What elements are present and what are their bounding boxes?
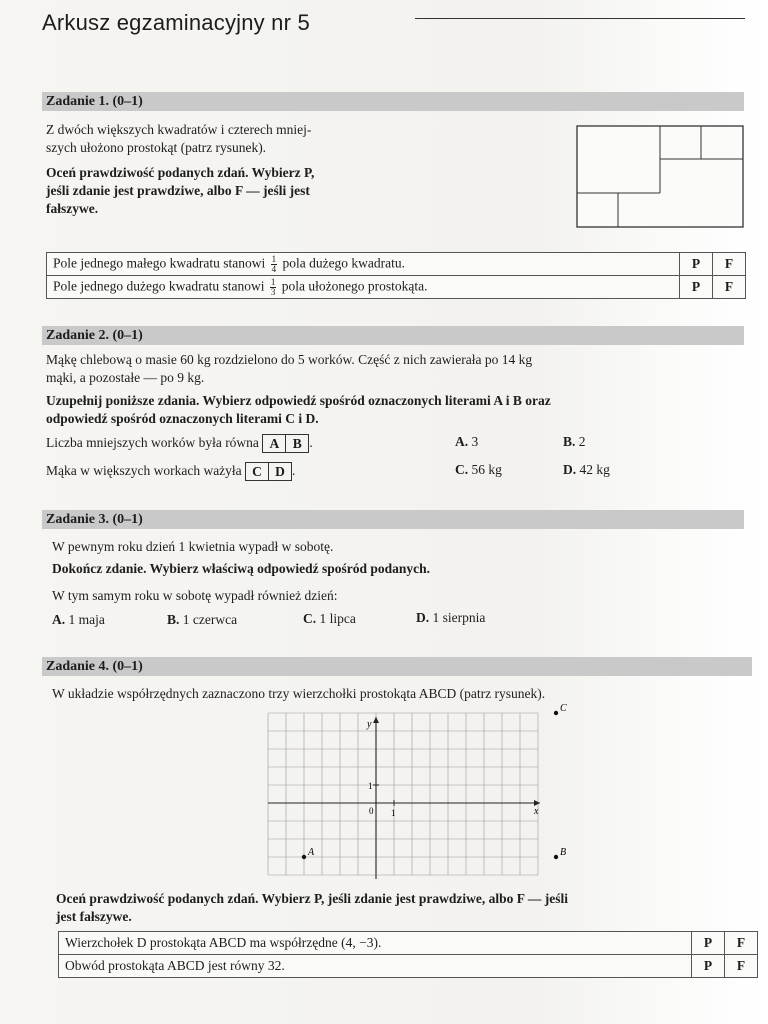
task2-instr-2: odpowiedź spośród oznaczonych literami C i D. bbox=[46, 411, 319, 426]
task1-header: Zadanie 1. (0–1) bbox=[42, 92, 744, 111]
statement-cell: Obwód prostokąta ABCD jest równy 32. bbox=[59, 955, 692, 978]
fraction bbox=[271, 255, 278, 274]
task1-instr-2: jeśli zdanie jest prawdziwe, albo F — jeśli jest bbox=[46, 183, 310, 198]
table-row bbox=[47, 276, 746, 299]
statement-post: pola dużego kwadratu. bbox=[282, 255, 406, 271]
y-axis-label: y bbox=[367, 719, 372, 730]
statement-cell bbox=[47, 253, 680, 276]
option-value: 3 bbox=[471, 434, 479, 449]
choice-c[interactable]: C bbox=[252, 464, 262, 480]
period: . bbox=[309, 435, 313, 450]
x-unit-label: 1 bbox=[391, 808, 396, 818]
table-row bbox=[59, 955, 758, 978]
choice-box-ab[interactable] bbox=[262, 434, 309, 453]
answer-f[interactable]: F bbox=[725, 932, 758, 955]
option-letter: C. bbox=[455, 462, 469, 477]
option-letter: D. bbox=[563, 462, 577, 477]
statement-cell bbox=[47, 276, 680, 299]
fraction-denominator: 3 bbox=[270, 286, 276, 297]
choice-d[interactable]: D bbox=[268, 463, 291, 480]
coordinate-grid bbox=[268, 703, 567, 879]
task1-instr-3: fałszywe. bbox=[46, 201, 99, 216]
fraction-numerator: 1 bbox=[270, 276, 276, 287]
answer-p[interactable]: P bbox=[680, 253, 713, 276]
option-letter: C. bbox=[303, 611, 317, 626]
choice-a[interactable]: A bbox=[269, 436, 280, 452]
task4-instr-1: Oceń prawdziwość podanych zdań. Wybierz P, jeśli zdanie jest prawdziwe, albo F — jeśli bbox=[56, 891, 568, 906]
task1-table bbox=[46, 252, 746, 299]
task4-header: Zadanie 4. (0–1) bbox=[42, 657, 752, 676]
x-axis-label: x bbox=[534, 806, 539, 817]
task2-instr-1: Uzupełnij poniższe zdania. Wybierz odpowiedź spośród oznaczonych literami A i B oraz bbox=[46, 393, 551, 408]
task1-intro-2: szych ułożono prostokąt (patrz rysunek). bbox=[46, 140, 267, 155]
option-letter: D. bbox=[416, 610, 430, 625]
task3-option-d bbox=[416, 610, 485, 626]
fraction-denominator: 4 bbox=[271, 263, 277, 274]
task2-header: Zadanie 2. (0–1) bbox=[42, 326, 744, 345]
answer-f[interactable]: F bbox=[713, 276, 746, 299]
task2-intro-2: mąki, a pozostałe — po 9 kg. bbox=[46, 370, 205, 385]
task2-sentence-1 bbox=[46, 434, 313, 453]
task3-intro: W pewnym roku dzień 1 kwietnia wypadł w sobotę. bbox=[52, 539, 334, 554]
statement-pre: Pole jednego małego kwadratu stanowi bbox=[53, 255, 266, 271]
page-title: Arkusz egzaminacyjny nr 5 bbox=[42, 10, 310, 35]
choice-b[interactable]: B bbox=[285, 435, 308, 452]
option-value: 1 maja bbox=[68, 612, 105, 627]
answer-f[interactable]: F bbox=[713, 253, 746, 276]
task2-intro-1: Mąkę chlebową o masie 60 kg rozdzielono do 5 worków. Część z nich zawierała po 14 kg bbox=[46, 352, 533, 367]
option-letter: B. bbox=[167, 612, 180, 627]
point-c-label: C bbox=[560, 703, 567, 714]
point-a bbox=[302, 855, 306, 859]
task2-option-d bbox=[563, 462, 610, 478]
table-row bbox=[59, 932, 758, 955]
task4-table bbox=[58, 931, 758, 978]
period: . bbox=[292, 463, 296, 478]
option-letter: B. bbox=[563, 434, 576, 449]
task3-question: W tym samym roku w sobotę wypadł również dzień: bbox=[52, 588, 338, 603]
option-letter: A. bbox=[52, 612, 66, 627]
task4-instr-2: jest fałszywe. bbox=[56, 909, 132, 924]
sentence-text: Liczba mniejszych worków była równa bbox=[46, 435, 259, 450]
option-value: 42 kg bbox=[579, 462, 610, 477]
task4-intro: W układzie współrzędnych zaznaczono trzy wierzchołki prostokąta ABCD (patrz rysunek). bbox=[52, 686, 546, 701]
task1-intro-1: Z dwóch większych kwadratów i czterech mniej- bbox=[46, 122, 312, 137]
task3-option-c bbox=[303, 611, 356, 627]
option-value: 1 lipca bbox=[319, 611, 356, 626]
answer-p[interactable]: P bbox=[692, 932, 725, 955]
task3-option-a bbox=[52, 612, 105, 628]
table-row bbox=[47, 253, 746, 276]
statement-pre: Pole jednego dużego kwadratu stanowi bbox=[53, 278, 265, 294]
option-value: 1 sierpnia bbox=[432, 610, 486, 625]
fraction bbox=[270, 278, 277, 297]
sentence-text: Mąka w większych workach ważyła bbox=[46, 463, 242, 478]
task3-header: Zadanie 3. (0–1) bbox=[42, 510, 744, 529]
point-c bbox=[554, 711, 558, 715]
task3-instr: Dokończ zdanie. Wybierz właściwą odpowiedź spośród podanych. bbox=[52, 561, 431, 576]
rectangle-tiling-figure bbox=[576, 125, 746, 230]
statement-cell: Wierzchołek D prostokąta ABCD ma współrzędne (4, −3). bbox=[59, 932, 692, 955]
point-b-label: B bbox=[560, 847, 567, 858]
origin-label: 0 bbox=[369, 806, 374, 816]
option-letter: A. bbox=[455, 434, 469, 449]
task2-option-a bbox=[455, 434, 478, 450]
statement-post: pola ułożonego prostokąta. bbox=[281, 278, 428, 294]
task2-option-c bbox=[455, 462, 502, 478]
y-axis-arrow bbox=[373, 717, 379, 723]
task2-sentence-2 bbox=[46, 462, 295, 481]
answer-f[interactable]: F bbox=[725, 955, 758, 978]
choice-box-cd[interactable] bbox=[245, 462, 292, 481]
fraction-numerator: 1 bbox=[271, 253, 277, 264]
option-value: 2 bbox=[578, 434, 586, 449]
option-value: 1 czerwca bbox=[182, 612, 238, 627]
point-b bbox=[554, 855, 558, 859]
task1-instr-1: Oceń prawdziwość podanych zdań. Wybierz P, bbox=[46, 165, 315, 180]
option-value: 56 kg bbox=[471, 462, 502, 477]
title-rule bbox=[415, 18, 745, 19]
answer-p[interactable]: P bbox=[692, 955, 725, 978]
point-a-label: A bbox=[308, 847, 315, 858]
answer-p[interactable]: P bbox=[680, 276, 713, 299]
task2-option-b bbox=[563, 434, 586, 450]
y-unit-label: 1 bbox=[368, 781, 373, 791]
task3-option-b bbox=[167, 612, 237, 628]
